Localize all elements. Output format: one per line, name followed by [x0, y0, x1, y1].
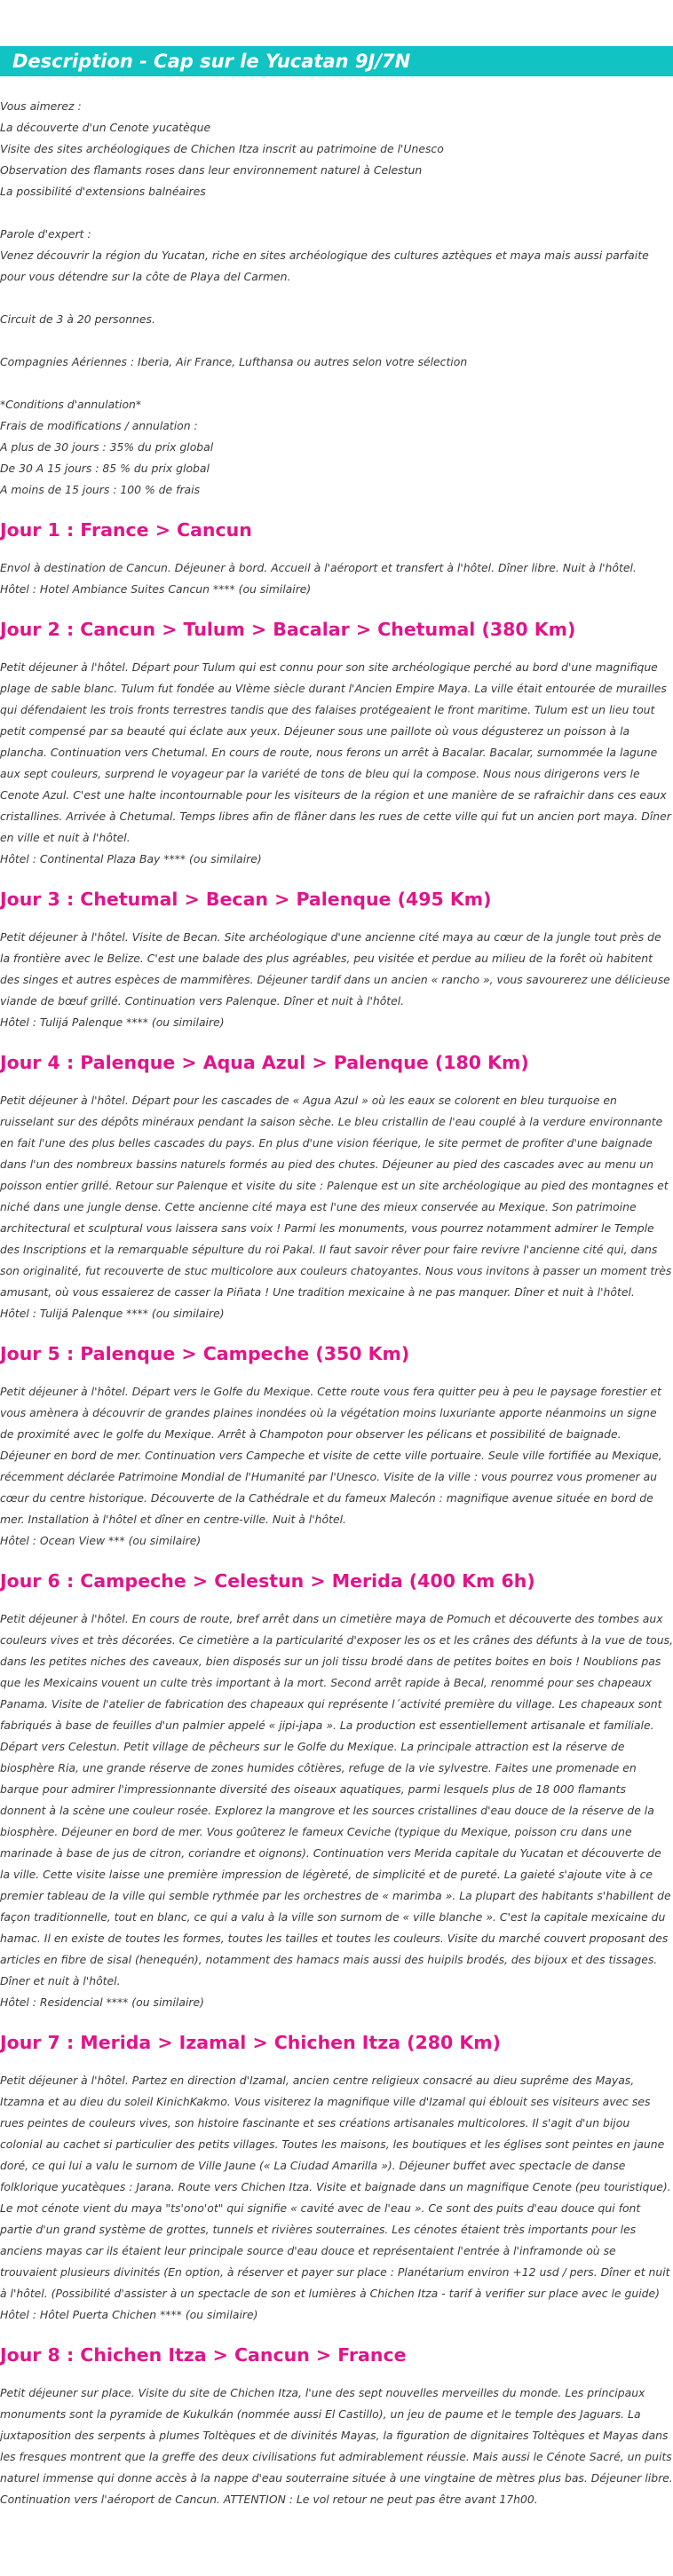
day-text: Petit déjeuner à l'hôtel. Visite de Becan. Site archéologique d'une ancienne cité maya au cœur de la jungle tout près de la frontière avec le Belize. C'est une balade des plus agréables, peu visitée et perdue au milieu de la forêt où habitent des singes et autres espèces de mammifères. Déjeuner tardif dans un ancien « rancho », vous savourerez une délicieuse viande de bœuf grillé. Continuation vers Palenque. Dîner et nuit à l'hôtel.: [0, 930, 670, 1007]
day-section: [0, 1569, 673, 2013]
aimerez-item: Observation des flamants roses dans leur environnement naturel à Celestun: [0, 163, 423, 177]
day-description: [0, 1608, 673, 2013]
circuit-size: Circuit de 3 à 20 personnes.: [0, 312, 155, 326]
day-section: [0, 618, 673, 870]
day-text: Envol à destination de Cancun. Déjeuner à bord. Accueil à l'aéroport et transfert à l'hôtel. Dîner libre. Nuit à l'hôtel.: [0, 561, 637, 574]
day-description: [0, 1381, 673, 1552]
description-banner: [0, 46, 673, 76]
conditions-item: Frais de modifications / annulation :: [0, 419, 198, 432]
conditions-title: *Conditions d'annulation*: [0, 398, 142, 411]
day-section: [0, 518, 673, 600]
day-title: Jour 5 : Palenque > Campeche (350 Km): [0, 1343, 410, 1364]
aimerez-item: Visite des sites archéologiques de Chichen Itza inscrit au patrimoine de l'Unesco: [0, 142, 444, 155]
aimerez-title: Vous aimerez :: [0, 99, 82, 113]
intro-section: [0, 96, 673, 501]
day-text: Petit déjeuner à l'hôtel. Départ pour Tulum qui est connu pour son site archéologique perché au bord d'une magnifique plage de sable blanc. Tulum fut fondée au VIème siècle durant l'Ancien Empire Maya. La ville était entourée de murailles qui défendaient les trois fronts terrestres tandis que des falaises protégeaient le front maritime. Tulum est un lieu tout petit compensé par sa beauté qui éclate aux yeux. Déjeuner sous une paillote où vous dégusterez un poisson à la plancha. Continuation vers Chetumal. En cours de route, nous ferons un arrêt à Bacalar. Bacalar, surnommée la lagune aux sept couleurs, surprend le voyageur par la variété de tons de bleu qui la compose. Nous nous dirigerons vers le Cenote Azul. C'est une halte incontournable pour les visiteurs de la région et une manière de se rafraichir dans ces eaux cristallines. Arrivée à Chetumal. Temps libres afin de flâner dans les rues de cette ville qui fut un ancien port maya. Dîner en ville et nuit à l'hôtel.: [0, 660, 671, 844]
day-text: Petit déjeuner à l'hôtel. Partez en direction d'Izamal, ancien centre religieux consacré au dieu suprême des Mayas, Itzamna et au dieu du soleil KinichKakmo. Vous visiterez la magnifique ville d'Izamal qui éblouit ses visiteurs avec ses rues peintes de couleurs vives, son histoire fascinante et ses créations artisanales multicolores. Il s'agit d'un bijou colonial au cachet si particulier des petits villages. Toutes les maisons, les boutiques et les églises sont peintes en jaune doré, ce qui lui a valu le surnom de Ville Jaune (« La Ciudad Amarilla »). Déjeuner buffet avec spectacle de danse folklorique yucatèques : Jarana. Route vers Chichen Itza. Visite et baignade dans un magnifique Cenote (peu touristique). Le mot cénote vient du maya "ts'ono'ot" qui signifie « cavité avec de l'eau ». Ce sont des puits d'eau douce qui font partie d'un grand système de grottes, tunnels et rivières souterraines. Les cénotes étaient très importants pour les anciens mayas car ils étaient leur principale source d'eau douce et représentaient l'entrée à l'inframonde où se trouvaient plusieurs divinités (En option, à réserver et payer sur place : Planétarium environ +12 usd / pers. Dîner et nuit à l'hôtel. (Possibilité d'assister à un spectacle de son et lumières à Chichen Itza - tarif à verifier sur place avec le guide): [0, 2074, 671, 2300]
day-section: [0, 1342, 673, 1552]
day-hotel: Hôtel : Hôtel Puerta Chichen **** (ou similaire): [0, 2308, 258, 2321]
day-hotel: Hôtel : Tulijá Palenque **** (ou similaire): [0, 1307, 225, 1320]
day-title: Jour 2 : Cancun > Tulum > Bacalar > Chetumal (380 Km): [0, 619, 576, 640]
day-hotel: Hôtel : Continental Plaza Bay **** (ou similaire): [0, 852, 262, 865]
day-description: [0, 657, 673, 870]
day-text: Petit déjeuner à l'hôtel. Départ pour les cascades de « Agua Azul » où les eaux se colorent en bleu turquoise en ruisselant sur des dépôts minéraux pendant la saison sèche. Le bleu cristallin de l'eau couplé à la verdure environnante en fait l'une des plus belles cascades du pays. En plus d'une vision féerique, le site permet de profiter d'une baignade dans l'un des nombreux bassins naturels formés au pied des chutes. Déjeuner au pied des cascades avec au menu un poisson entier grillé. Retour sur Palenque et visite du site : Palenque est un site archéologique au pied des montagnes et niché dans une jungle dense. Cette ancienne cité maya est l'une des mieux conservée au Mexique. Son patrimoine architectural et sculptural vous laissera sans voix ! Parmi les monuments, vous pourrez notamment admirer le Temple des Inscriptions et la remarquable sépulture du roi Pakal. Il faut savoir rêver pour faire revivre l'ancienne cité qui, dans son originalité, fut recouverte de stuc multicolore aux couleurs chatoyantes. Nous vous invitons à passer un moment très amusant, où vous essaierez de casser la Piñata ! Une tradition mexicaine à ne pas manquer. Dîner et nuit à l'hôtel.: [0, 1094, 672, 1299]
day-hotel: Hôtel : Ocean View *** (ou similaire): [0, 1534, 202, 1547]
day-title: Jour 7 : Merida > Izamal > Chichen Itza (280 Km): [0, 2032, 502, 2053]
aimerez-item: La possibilité d'extensions balnéaires: [0, 185, 206, 198]
day-hotel: Hôtel : Residencial **** (ou similaire): [0, 1995, 204, 2009]
description-content: [0, 96, 673, 2510]
day-text: Petit déjeuner à l'hôtel. Départ vers le Golfe du Mexique. Cette route vous fera quitter peu à peu le paysage forestier et vous amènera à découvrir de grandes plaines inondées où la végétation moins luxuriante apporte néanmoins un signe de proximité avec le golfe du Mexique. Arrêt à Champoton pour observer les pélicans et possibilité de baignade. Déjeuner en bord de mer. Continuation vers Campeche et visite de cette ville portuaire. Seule ville fortifiée au Mexique, récemment déclarée Patrimoine Mondial de l'Humanité par l'Unesco. Visite de la ville : vous pourrez vous promener au cœur du centre historique. Découverte de la Cathédrale et du fameux Malecón : magnifique avenue située en bord de mer. Installation à l'hôtel et dîner en centre-ville. Nuit à l'hôtel.: [0, 1385, 662, 1526]
day-text: Petit déjeuner sur place. Visite du site de Chichen Itza, l'une des sept nouvelles merveilles du monde. Les principaux monuments sont la pyramide de Kukulkán (nommée aussi El Castillo), un jeu de paume et le temple des Jaguars. La juxtaposition des serpents à plumes Toltèques et de divinités Mayas, la figuration de dignitaires Toltèques et Mayas dans les fresques montrent que la greffe des deux civilisations fut admirablement réussie. Mais aussi le Cénote Sacré, un puits naturel immense qui donne accès à la nappe d'eau souterraine située à une vingtaine de mètres plus bas. Déjeuner libre. Continuation vers l'aéroport de Cancun. ATTENTION : Le vol retour ne peut pas être avant 17h00.: [0, 2386, 673, 2506]
day-section: [0, 1051, 673, 1324]
day-title: Jour 6 : Campeche > Celestun > Merida (400 Km 6h): [0, 1570, 535, 1592]
day-title: Jour 8 : Chichen Itza > Cancun > France: [0, 2344, 407, 2366]
aimerez-item: La découverte d'un Cenote yucatèque: [0, 121, 211, 134]
day-description: [0, 557, 673, 600]
day-description: [0, 2382, 673, 2510]
day-hotel: Hôtel : Hotel Ambiance Suites Cancun **** (ou similaire): [0, 582, 312, 596]
day-section: [0, 888, 673, 1033]
day-text: Petit déjeuner à l'hôtel. En cours de route, bref arrêt dans un cimetière maya de Pomuch et découverte des tombes aux couleurs vives et très décorées. Ce cimetière a la particularité d'exposer les os et les crânes des défunts à la vue de tous, dans les petites niches des caveaux, bien disposés sur un joli tissu brodé dans de petites boites en bois ! Noublions pas que les Mexicains vouent un culte très important à la mort. Second arrêt rapide à Becal, renommé pour ses chapeaux Panama. Visite de l'atelier de fabrication des chapeaux qui représente l´activité première du village. Les chapeaux sont fabriqués à base de feuilles d'un palmier appelé « jipi-japa ». La production est essentiellement artisanale et familiale. Départ vers Celestun. Petit village de pêcheurs sur le Golfe du Mexique. La principale attraction est la réserve de biosphère Ria, une grande réserve de zones humides côtières, refuge de la vie sylvestre. Faites une promenade en barque pour admirer l'impressionnante diversité des oiseaux aquatiques, parmi lesquels plus de 18 000 flamants donnent à la scène une couleur rosée. Explorez la mangrove et les sources cristallines d'eau douce de la réserve de la biosphère. Déjeuner en bord de mer. Vous goûterez le fameux Ceviche (typique du Mexique, poisson cru dans une marinade à base de jus de citron, coriandre et oignons). Continuation vers Merida capitale du Yucatan et découverte de la ville. Cette visite laisse une première impression de légèreté, de simplicité et de pureté. La gaieté s'ajoute vite à ce premier tableau de la ville qui semble rythmée par les orchestres de « marimba ». La plupart des habitants s'habillent de façon traditionnelle, tout en blanc, ce qui a valu à la ville son surnom de « ville blanche ». C'est la capitale mexicaine du hamac. Il en existe de toutes les formes, toutes les tailles et toutes les couleurs. Visite du marché couvert proposant des articles en fibre de sisal (henequén), notamment des hamacs mais aussi des huipils brodés, des bijoux et des tissages. Dîner et nuit à l'hôtel.: [0, 1612, 673, 1987]
day-title: Jour 3 : Chetumal > Becan > Palenque (495 Km): [0, 889, 492, 910]
day-section: [0, 2343, 673, 2510]
expert-text: Venez découvrir la région du Yucatan, riche en sites archéologique des cultures aztèques et maya mais aussi parfaite pour vous détendre sur la côte de Playa del Carmen.: [0, 249, 649, 283]
conditions-item: A moins de 15 jours : 100 % de frais: [0, 483, 201, 496]
day-description: [0, 927, 673, 1033]
day-description: [0, 2070, 673, 2326]
day-description: [0, 1090, 673, 1324]
day-section: [0, 2031, 673, 2326]
page-title: Description - Cap sur le Yucatan 9J/7N: [12, 51, 411, 72]
airlines: Compagnies Aériennes : Iberia, Air France, Lufthansa ou autres selon votre sélection: [0, 355, 468, 368]
day-title: Jour 1 : France > Cancun: [0, 519, 252, 541]
day-title: Jour 4 : Palenque > Aqua Azul > Palenque (180 Km): [0, 1052, 529, 1073]
expert-title: Parole d'expert :: [0, 227, 91, 241]
conditions-item: De 30 A 15 jours : 85 % du prix global: [0, 462, 210, 475]
conditions-item: A plus de 30 jours : 35% du prix global: [0, 440, 214, 454]
day-hotel: Hôtel : Tulijá Palenque **** (ou similaire): [0, 1015, 225, 1029]
